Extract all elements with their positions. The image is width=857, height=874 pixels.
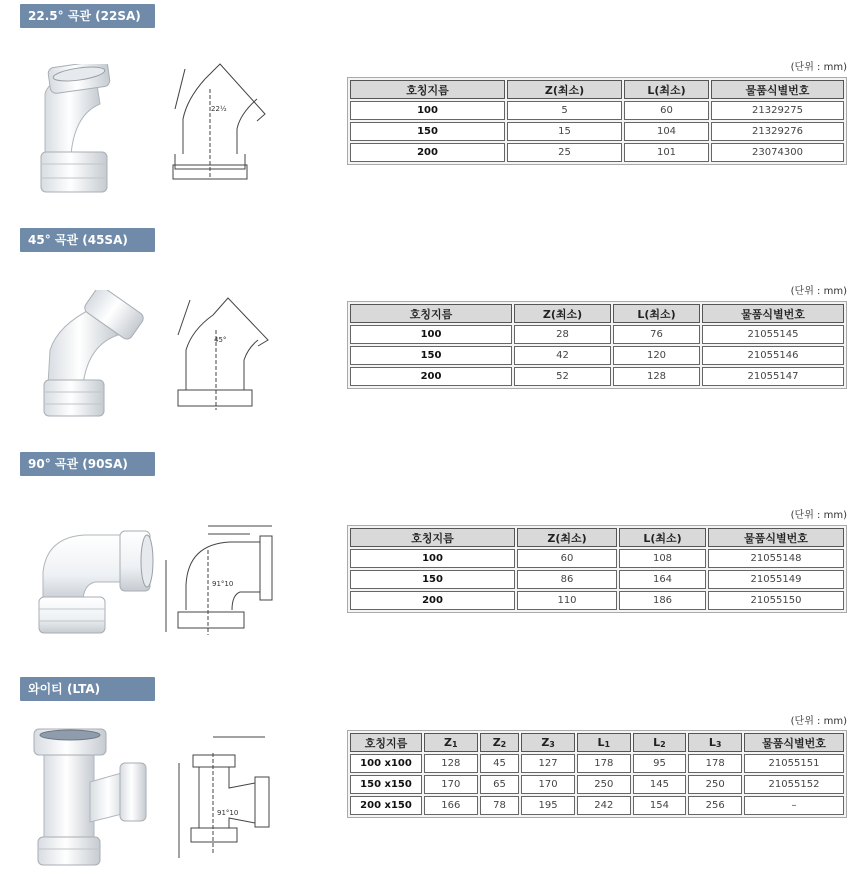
pipe-lta-photo [30,727,155,867]
unit-label: (단위 : mm) [790,62,847,73]
angle-label: 22½ [211,105,227,113]
angle-label: 91°10 [212,580,234,588]
table-row: 150 x150 170 65 170 250 145 250 21055152 [350,775,844,794]
unit-label: (단위 : mm) [790,510,847,521]
col-z: Z(최소) [507,80,622,99]
col-size: 호칭지름 [350,304,512,323]
col-z2: Z2 [480,733,520,752]
section-title: 22.5° 곡관 (22SA) [20,4,155,28]
table-row: 200 110 186 21055150 [350,591,844,610]
col-l3: L3 [688,733,742,752]
col-l2: L2 [633,733,687,752]
table-row: 100 60 108 21055148 [350,549,844,568]
col-l: L(최소) [619,528,706,547]
section-45sa [0,228,857,438]
table-row: 150 42 120 21055146 [350,346,844,365]
col-l1: L1 [577,733,631,752]
table-row: 100 28 76 21055145 [350,325,844,344]
col-z: Z(최소) [514,304,611,323]
pipe-22sa-drawing [165,59,270,189]
col-size: 호칭지름 [350,528,515,547]
spec-table-45sa [347,301,847,389]
angle-label: 91°10 [217,809,239,817]
table-row: 100 5 60 21329275 [350,101,844,120]
col-z: Z(최소) [517,528,617,547]
section-title: 와이티 (LTA) [20,677,155,701]
angle-label: 45° [214,336,227,344]
table-row: 150 86 164 21055149 [350,570,844,589]
section-lta [0,677,857,874]
col-id: 물품식별번호 [702,304,844,323]
table-row: 100 x100 128 45 127 178 95 178 21055151 [350,754,844,773]
spec-table-22sa [347,77,847,165]
section-90sa [0,452,857,662]
col-l: L(최소) [624,80,709,99]
col-size: 호칭지름 [350,733,422,752]
pipe-90sa-drawing [160,520,275,640]
col-id: 물품식별번호 [708,528,844,547]
col-id: 물품식별번호 [711,80,844,99]
table-row: 150 15 104 21329276 [350,122,844,141]
spec-table-lta [347,730,847,818]
pipe-45sa-photo [38,290,148,420]
table-row: 200 52 128 21055147 [350,367,844,386]
table-row: 200 25 101 23074300 [350,143,844,162]
section-title: 90° 곡관 (90SA) [20,452,155,476]
unit-label: (단위 : mm) [790,286,847,297]
pipe-45sa-drawing [168,290,273,415]
pipe-lta-drawing [165,733,275,863]
unit-label: (단위 : mm) [790,716,847,727]
pipe-90sa-photo [35,527,160,637]
col-z1: Z1 [424,733,478,752]
col-size: 호칭지름 [350,80,505,99]
section-22sa [0,4,857,214]
pipe-22sa-photo [35,64,130,199]
table-row: 200 x150 166 78 195 242 154 256 – [350,796,844,815]
col-id: 물품식별번호 [744,733,844,752]
col-l: L(최소) [613,304,700,323]
section-title: 45° 곡관 (45SA) [20,228,155,252]
col-z3: Z3 [521,733,575,752]
spec-table-90sa [347,525,847,613]
